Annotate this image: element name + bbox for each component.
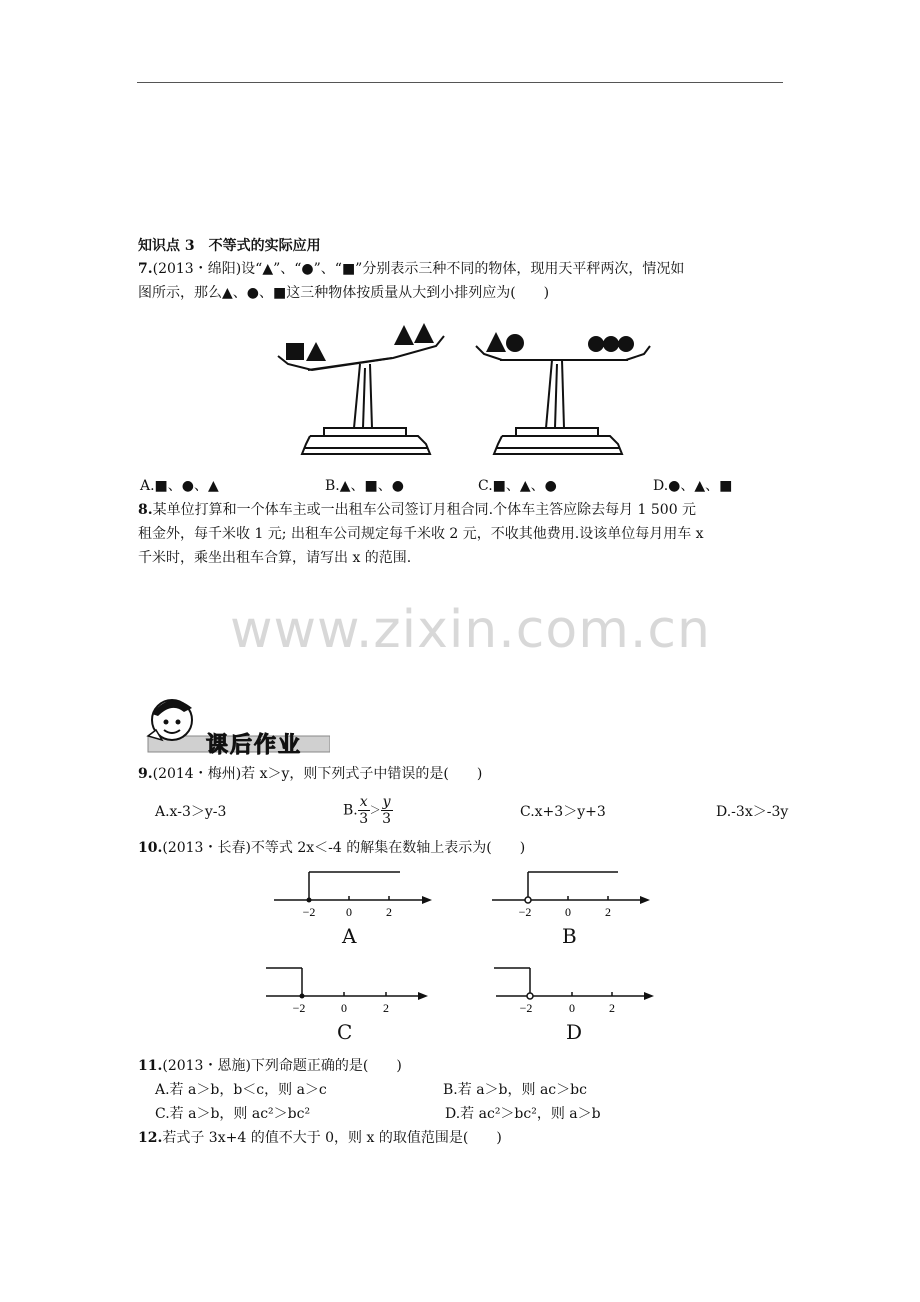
triangle-shape <box>306 342 326 361</box>
balance-scales-figure <box>268 312 658 464</box>
watermark: www.zixin.com.cn <box>230 600 711 660</box>
number-line-d[interactable] <box>492 964 662 1014</box>
section-heading: 知识点 3 不等式的实际应用 <box>138 238 321 254</box>
homework-title: 课后作业 <box>206 733 303 758</box>
header-rule <box>137 82 783 83</box>
tick-label: −2 <box>292 1001 306 1014</box>
q9-text1: (2014・梅州)若 x＞y，则下列式子中错误的是( ) <box>152 766 483 782</box>
q10-number: 10. <box>138 840 163 856</box>
q11-option-d[interactable]: D.若 ac²＞bc²，则 a＞b <box>445 1106 601 1122</box>
q7-option-d[interactable]: D.●、▲、■ <box>653 478 733 494</box>
q8-line3: 千米时，乘坐出租车合算，请写出 x 的范围. <box>138 550 412 566</box>
fraction-denominator: 3 <box>359 811 369 827</box>
tick-label: −2 <box>518 905 532 918</box>
greater-than: ＞ <box>369 803 381 817</box>
number-line-b[interactable] <box>488 868 658 918</box>
q10-text1: (2013・长春)不等式 2x＜-4 的解集在数轴上表示为( ) <box>162 840 526 856</box>
tick-label: 2 <box>383 1001 389 1014</box>
caption-b: B <box>562 924 577 948</box>
q9-option-d[interactable]: D.-3x＞-3y <box>716 804 789 820</box>
fraction-y-over-3 <box>381 794 393 827</box>
q7-number: 7. <box>138 261 153 277</box>
q11-text1: (2013・恩施)下列命题正确的是( ) <box>162 1058 402 1074</box>
circle-shape <box>588 336 604 352</box>
tick-label: 2 <box>605 905 611 918</box>
q8-line2: 租金外，每千米收 1 元; 出租车公司规定每千米收 2 元，不收其他费用.设该单位每月用车 x <box>138 526 704 542</box>
circle-shape <box>603 336 619 352</box>
q11-option-a[interactable]: A.若 a＞b，b＜c，则 a＞c <box>155 1082 327 1098</box>
tick-label: −2 <box>519 1001 533 1014</box>
fraction-denominator: 3 <box>382 811 392 827</box>
q7-option-a[interactable]: A.■、●、▲ <box>140 478 219 494</box>
circle-shape <box>506 334 524 352</box>
tick-label: 0 <box>346 905 352 918</box>
q7-option-b[interactable]: B.▲、■、● <box>325 478 404 494</box>
number-line-a[interactable] <box>270 868 440 918</box>
triangle-shape <box>486 332 506 352</box>
q11-option-c[interactable]: C.若 a＞b，则 ac²＞bc² <box>155 1106 311 1122</box>
tick-label: −2 <box>302 905 316 918</box>
q7-line2: 图所示，那么▲、●、■这三种物体按质量从大到小排列应为( ) <box>138 285 550 301</box>
homework-banner <box>140 690 330 760</box>
q12-text1: 若式子 3x+4 的值不大于 0，则 x 的取值范围是( ) <box>162 1130 502 1146</box>
q9-option-b-label: B. <box>343 802 358 819</box>
q8-text1: 某单位打算和一个体车主或一出租车公司签订月租合同.个体车主答应除去每月 1 500 元 <box>152 502 697 518</box>
number-line-c[interactable] <box>262 964 437 1014</box>
circle-shape <box>618 336 634 352</box>
square-shape <box>286 343 304 360</box>
fraction-numerator: y <box>382 794 391 810</box>
caption-a: A <box>342 924 357 948</box>
q9-number: 9. <box>138 766 153 782</box>
balance-scale-right <box>476 346 650 454</box>
tick-label: 0 <box>565 905 571 918</box>
q9-line1 <box>138 764 482 784</box>
q9-option-b[interactable] <box>343 794 393 827</box>
q9-option-a[interactable]: A.x-3＞y-3 <box>155 804 227 820</box>
q11-line1 <box>138 1056 402 1076</box>
q11-number: 11. <box>138 1058 163 1074</box>
q12-number: 12. <box>138 1130 163 1146</box>
tick-label: 2 <box>609 1001 615 1014</box>
q7-line1 <box>138 259 684 279</box>
caption-d: D <box>566 1020 583 1044</box>
q9-option-c[interactable]: C.x+3＞y+3 <box>520 804 606 820</box>
fraction-numerator: x <box>359 794 368 810</box>
q8-number: 8. <box>138 502 153 518</box>
tick-label: 0 <box>569 1001 575 1014</box>
fraction-x-over-3 <box>358 794 370 827</box>
q7-text1: (2013・绵阳)设“▲”、“●”、“■”分别表示三种不同的物体，现用天平秤两次，情况如 <box>152 261 685 277</box>
q8-line1 <box>138 500 696 520</box>
q11-option-b[interactable]: B.若 a＞b，则 ac＞bc <box>443 1082 587 1098</box>
caption-c: C <box>337 1020 353 1044</box>
triangle-shape <box>414 323 434 343</box>
tick-label: 0 <box>341 1001 347 1014</box>
q10-line1 <box>138 838 525 858</box>
tick-label: 2 <box>386 905 392 918</box>
q7-option-c[interactable]: C.■、▲、● <box>478 478 557 494</box>
triangle-shape <box>394 325 414 345</box>
q12-line1 <box>138 1128 502 1148</box>
